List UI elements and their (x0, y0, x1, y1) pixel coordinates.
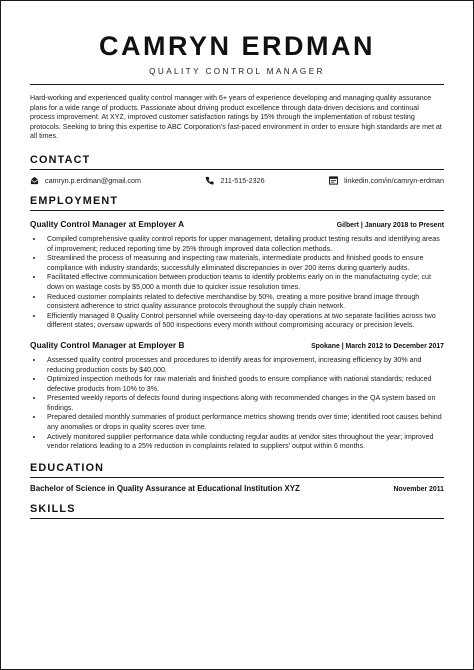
list-item: • Efficiently managed 8 Quality Control personnel while overseeing day-to-day operations at two separate facilities across two different states; oversaw upwards of 500 inspections every month without compromising accuracy or precision levels. (44, 312, 444, 331)
education-divider (30, 477, 444, 478)
job-location-dates: Spokane | March 2012 to December 2017 (311, 342, 444, 350)
email-text[interactable]: camryn.p.erdman@gmail.com (45, 175, 141, 185)
contact-linkedin[interactable] (329, 176, 444, 185)
job-bullets (30, 356, 444, 452)
header-divider (30, 84, 444, 85)
candidate-name: CAMRYN ERDMAN (99, 31, 375, 61)
job-location-dates: Gilbert | January 2018 to Present (336, 221, 444, 229)
employment-heading: EMPLOYMENT (30, 194, 119, 207)
list-item: • Prepared detailed monthly summaries of product performance metrics showing trends over time; identified root causes behind any anomalies or drops in quality scores over time. (44, 413, 444, 432)
education-heading: EDUCATION (30, 461, 105, 474)
contact-divider (30, 169, 444, 170)
linkedin-icon (329, 176, 338, 185)
degree-title: Bachelor of Science in Quality Assurance at Educational Institution XYZ (30, 483, 300, 493)
employment-divider (30, 210, 444, 211)
skills-divider (30, 518, 444, 519)
candidate-role: QUALITY CONTROL MANAGER (149, 67, 325, 76)
email-icon (30, 176, 39, 185)
list-item: • Streamlined the process of measuring and inspecting raw materials, intermediate products and finished goods to ensure compliance with industry standards; successfully eliminated discrepancies in over 200 items during quarterly audits. (44, 254, 444, 273)
list-item: • Compiled comprehensive quality control reports for upper management, detailing product testing results and identifying areas of improvement; reduced reporting time by 25% through improved data collection methods. (44, 235, 444, 254)
job-entry (30, 340, 444, 452)
degree-date: November 2011 (393, 485, 444, 493)
list-item: • Optimized inspection methods for raw materials and finished goods to ensure compliance with national standards; reduced defective products from 10% to 3%. (44, 375, 444, 394)
job-entry (30, 219, 444, 331)
skills-heading: SKILLS (30, 502, 76, 515)
list-item: • Facilitated effective communication between production teams to identify problems early on in the manufacturing cycle; cut down on wastage costs by $5,000 a month due to quicker issue resolution times. (44, 273, 444, 292)
job-bullets (30, 235, 444, 331)
list-item: • Actively monitored supplier performance data while conducting regular audits at vendor sites throughout the year; improved vendor relations leading to a 25% reduction in complaints related to suppliers' output within 6 months. (44, 433, 444, 452)
list-item: • Presented weekly reports of defects found during inspections along with recommended changes in the QA system based on findings. (44, 394, 444, 413)
contact-row (30, 176, 444, 185)
contact-heading: CONTACT (30, 153, 91, 166)
contact-email[interactable] (30, 176, 141, 185)
professional-summary: Hard-working and experienced quality control manager with 6+ years of experience developing and managing quality assurance plans for a wide range of products. Passionate about driving product excellence through data-driven decisions and continual process improvement. At XYZ, improved customer satisfaction ratings by 15% through the implementation of robust testing protocols. Seeking to bring this expertise to ABC Corporation's fast-paced environment in order to ensure high standards are met at all times. (30, 94, 442, 141)
phone-icon (205, 176, 214, 185)
list-item: • Assessed quality control processes and procedures to identify areas for improvement, increasing efficiency by 30% and reducing production costs by $40,000. (44, 356, 444, 375)
job-title: Quality Control Manager at Employer A (30, 218, 185, 229)
contact-phone[interactable] (205, 176, 264, 185)
linkedin-text[interactable]: linkedin.com/in/camryn-erdman (344, 175, 444, 185)
job-title: Quality Control Manager at Employer B (30, 339, 185, 350)
list-item: • Reduced customer complaints related to defective merchandise by 50%, creating a more positive brand image through consistent adherence to strict quality assurance protocols throughout the supply chain network. (44, 293, 444, 312)
phone-text[interactable]: 211-515-2326 (220, 175, 265, 185)
education-entry (30, 484, 444, 493)
